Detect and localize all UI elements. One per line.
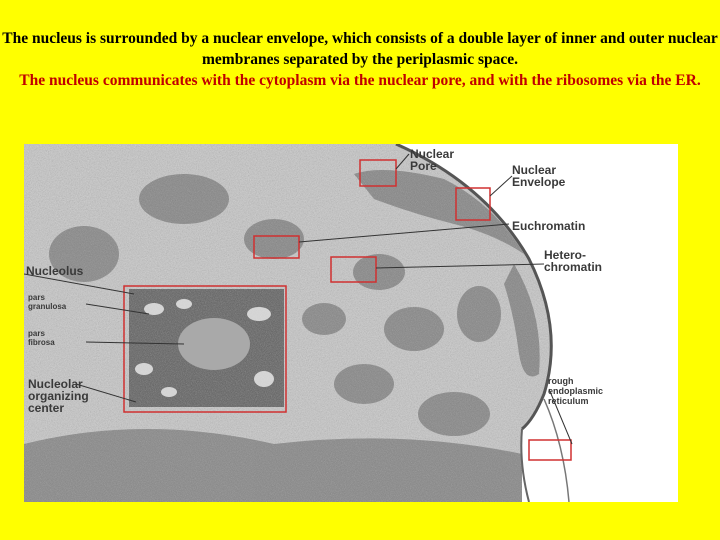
label-nuclear-envelope: Nuclear Envelope [512,163,566,189]
label-nucleolus: Nucleolus [26,264,84,278]
caption [0,28,720,91]
caption-line-1: The nucleus is surrounded by a nuclear envelope, which consists of a double layer of inner and outer nuclear membranes separated by the periplasmic space. [2,30,718,68]
caption-line-2: The nucleus communicates with the cytoplasm via the nuclear pore, and with the ribosomes via the ER. [19,72,701,89]
nucleolus [129,289,284,407]
label-euchromatin: Euchromatin [512,219,586,233]
nucleus-micrograph [24,144,678,502]
label-nuclear-pore: Nuclear Pore [410,147,455,173]
pars-fibrosa-region [178,318,250,370]
label-heterochromatin: Hetero- chromatin [544,248,603,274]
nucleus-diagram [24,144,678,502]
label-pars-fibrosa: pars fibrosa [28,329,55,347]
label-nucleolar-organizing-center: Nucleolar organizing center [28,377,89,415]
label-pars-granulosa: pars granulosa [28,293,67,311]
label-rough-er: rough endoplasmic reticulum [548,376,604,406]
